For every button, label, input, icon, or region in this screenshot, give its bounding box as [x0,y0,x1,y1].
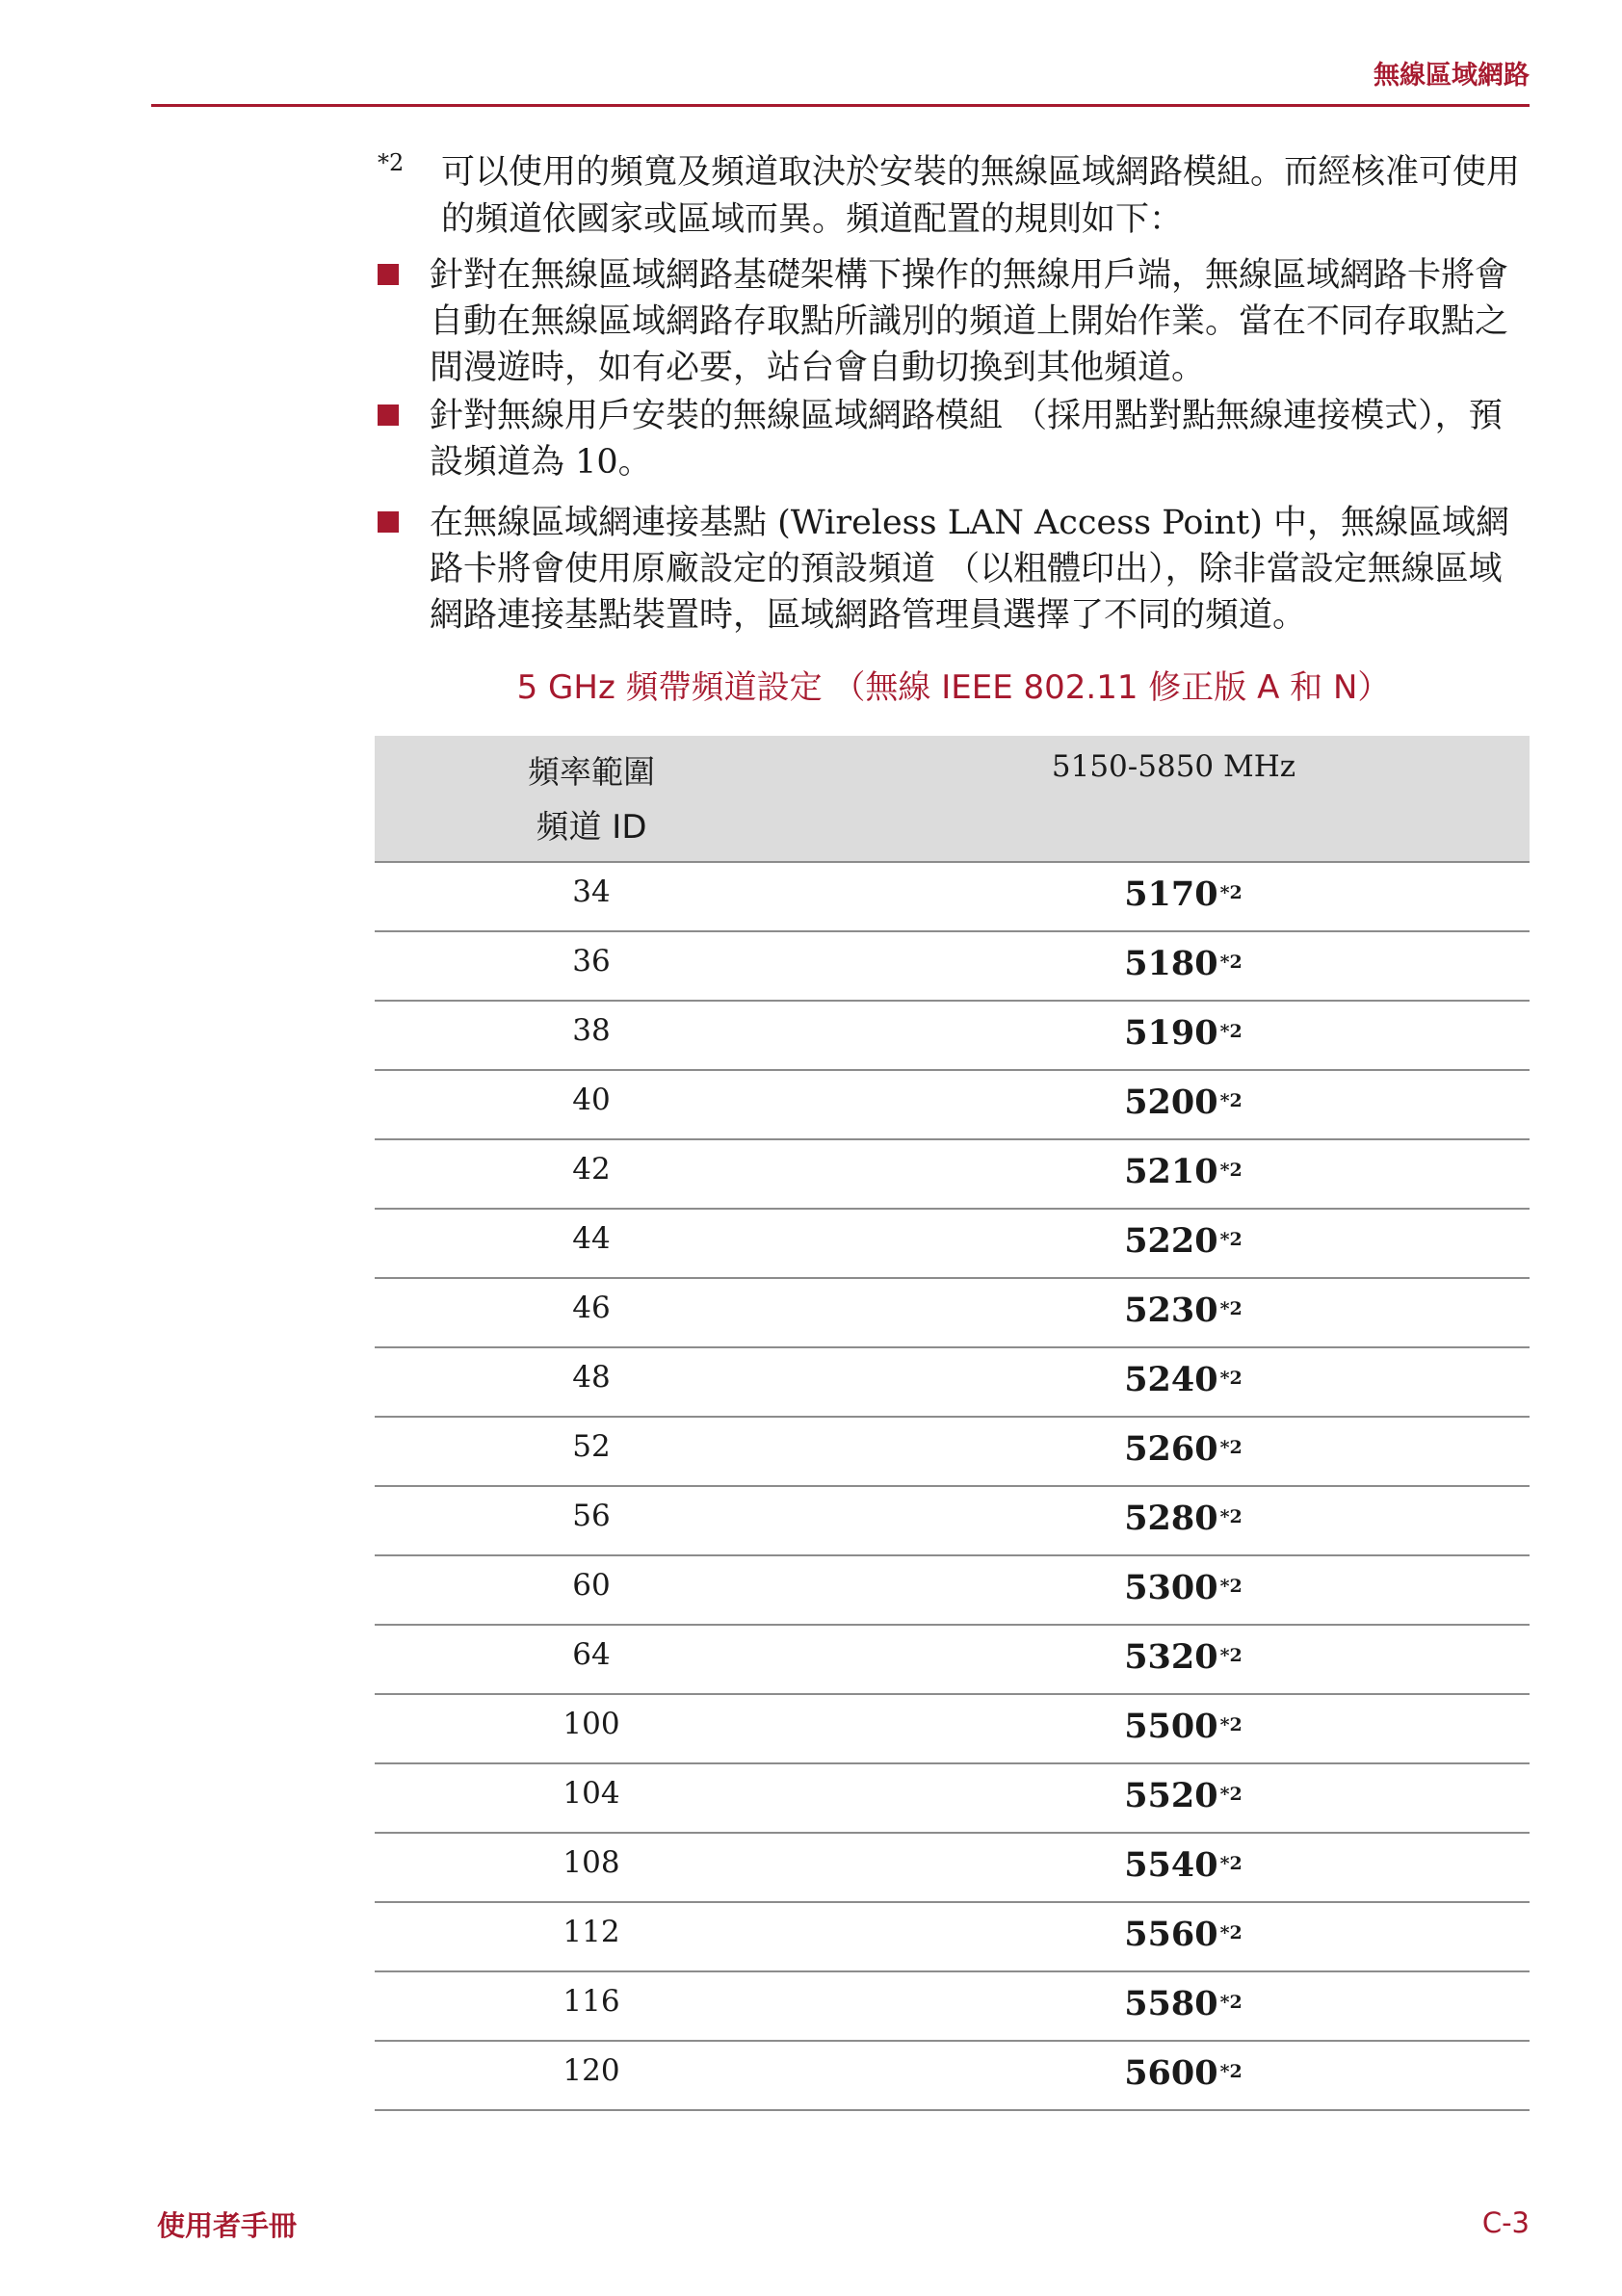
frequency-value: 5580 [1124,1984,1218,2023]
frequency-value: 5500 [1124,1707,1218,1746]
channel-id: 36 [572,944,611,978]
channel-cell [375,1833,818,1902]
table-row [375,1763,1530,1833]
channel-id: 52 [572,1429,611,1464]
frequency-cell [818,1486,1530,1555]
frequency-cell [818,1001,1530,1070]
table-row [375,1902,1530,1971]
frequency-value: 5180 [1124,944,1218,983]
channel-cell [375,1417,818,1486]
channel-id: 46 [572,1291,611,1325]
channel-id: 112 [562,1915,620,1949]
frequency-value: 5210 [1124,1152,1218,1191]
frequency-cell [818,1694,1530,1763]
frequency-cell [818,1763,1530,1833]
frequency-cell [818,1209,1530,1278]
footnote-ref: *2 [1219,2061,1243,2082]
header-range-label: 頻率範圍 [528,753,655,791]
table-row [375,1833,1530,1902]
channel-cell [375,931,818,1001]
channel-cell [375,1001,818,1070]
frequency-value: 5320 [1124,1637,1218,1677]
table-row [375,1486,1530,1555]
frequency-value: 5560 [1124,1915,1218,1954]
table-row [375,862,1530,931]
footer-manual-title: 使用者手冊 [157,2209,298,2242]
table-row [375,1971,1530,2041]
table-row [375,1347,1530,1417]
frequency-cell [818,1417,1530,1486]
frequency-cell [818,2041,1530,2110]
table-row [375,2041,1530,2110]
footnote-ref: *2 [1219,1714,1243,1735]
table-row [375,1625,1530,1694]
channel-cell [375,1486,818,1555]
table-row [375,931,1530,1001]
table-row [375,1139,1530,1209]
channel-cell [375,1278,818,1347]
footnote-ref: *2 [1219,1437,1243,1458]
footnote-ref: *2 [1219,1160,1243,1181]
footnote-ref: *2 [1219,1853,1243,1874]
channel-cell [375,1694,818,1763]
frequency-value: 5260 [1124,1429,1218,1469]
header-range-value: 5150-5850 MHz [1051,749,1296,784]
channel-id: 42 [572,1152,611,1187]
frequency-cell [818,1070,1530,1139]
frequency-value: 5220 [1124,1221,1218,1261]
frequency-value: 5280 [1124,1499,1218,1538]
footnote-ref: *2 [1219,1298,1243,1319]
frequency-cell [818,1833,1530,1902]
table-row [375,1694,1530,1763]
footnote-ref: *2 [1219,1506,1243,1527]
channel-id: 100 [562,1707,620,1741]
frequency-value: 5200 [1124,1083,1218,1122]
channel-id: 108 [562,1845,620,1880]
table-row [375,1555,1530,1625]
channel-cell [375,1902,818,1971]
frequency-cell [818,1902,1530,1971]
channel-cell [375,1625,818,1694]
page-number: C-3 [1481,2206,1530,2239]
footnote-ref: *2 [1219,1576,1243,1597]
frequency-cell [818,1278,1530,1347]
footnote-ref: *2 [1219,1992,1243,2013]
frequency-value: 5540 [1124,1845,1218,1885]
frequency-cell [818,1139,1530,1209]
header-id-label: 頻道 ID [536,808,647,847]
footnote-ref: *2 [1219,1368,1243,1389]
running-header: 無線區域網路 [1373,61,1530,91]
channel-id: 104 [562,1776,620,1811]
frequency-cell [818,1555,1530,1625]
channel-id: 64 [572,1637,611,1672]
channel-frequency-table [375,736,1530,2111]
bullet-square-icon [378,264,399,285]
channel-id: 60 [572,1568,611,1603]
frequency-cell [818,931,1530,1001]
footnote-ref: *2 [1219,1021,1243,1042]
channel-id: 34 [572,874,611,909]
bullet-text: 在無線區域網連接基點 (Wireless LAN Access Point) 中，無線區域網路卡將會使用原廠設定的預設頻道 （以粗體印出），除非當設定無線區域網路連接基點裝置時，區域網路管理員選擇了不同的頻道。 [430,504,1510,635]
footnote-ref: *2 [1219,1784,1243,1805]
frequency-cell [818,1971,1530,2041]
frequency-value: 5230 [1124,1291,1218,1330]
frequency-value: 5300 [1124,1568,1218,1607]
channel-cell [375,862,818,931]
header-rule [151,104,1530,107]
table-header-row [375,736,1530,862]
footnote-ref: *2 [1219,1090,1243,1111]
table-row [375,1417,1530,1486]
table-title: 5 GHz 頻帶頻道設定 （無線 IEEE 802.11 修正版 A 和 N） [516,668,1391,707]
frequency-value: 5170 [1124,874,1218,914]
footnote-ref: *2 [1219,952,1243,973]
table-row [375,1001,1530,1070]
frequency-value: 5600 [1124,2053,1218,2093]
footnote-text: 可以使用的頻寬及頻道取決於安裝的無線區域網路模組。而經核准可使用的頻道依國家或區域而異。頻道配置的規則如下： [441,153,1521,239]
footnote-marker: *2 [378,149,405,176]
footnote-ref: *2 [1219,882,1243,903]
table-row [375,1070,1530,1139]
frequency-cell [818,862,1530,931]
frequency-value: 5190 [1124,1013,1218,1053]
table-row [375,1209,1530,1278]
frequency-value: 5240 [1124,1360,1218,1399]
channel-cell [375,1763,818,1833]
channel-id: 120 [562,2053,620,2088]
channel-id: 116 [562,1984,620,2019]
channel-cell [375,1139,818,1209]
channel-id: 48 [572,1360,611,1395]
frequency-cell [818,1625,1530,1694]
channel-cell [375,1347,818,1417]
channel-cell [375,2041,818,2110]
channel-id: 56 [572,1499,611,1533]
bullet-square-icon [378,511,399,533]
frequency-cell [818,1347,1530,1417]
bullet-text: 針對在無線區域網路基礎架構下操作的無線用戶端，無線區域網路卡將會自動在無線區域網路存取點所識別的頻道上開始作業。當在不同存取點之間漫遊時，如有必要，站台會自動切換到其他頻道。 [430,256,1509,387]
footnote-ref: *2 [1219,1645,1243,1666]
channel-id: 38 [572,1013,611,1048]
channel-cell [375,1070,818,1139]
channel-id: 40 [572,1083,611,1117]
bullet-square-icon [378,404,399,426]
channel-cell [375,1971,818,2041]
table-row [375,1278,1530,1347]
channel-id: 44 [572,1221,611,1256]
channel-cell [375,1209,818,1278]
channel-cell [375,1555,818,1625]
footnote-ref: *2 [1219,1229,1243,1250]
frequency-value: 5520 [1124,1776,1218,1815]
footnote-ref: *2 [1219,1922,1243,1944]
header-cell-frequency [818,736,1530,862]
header-cell-channel [375,736,818,862]
bullet-text: 針對無線用戶安裝的無線區域網路模組 （採用點對點無線連接模式），預設頻道為 10。 [430,397,1503,482]
